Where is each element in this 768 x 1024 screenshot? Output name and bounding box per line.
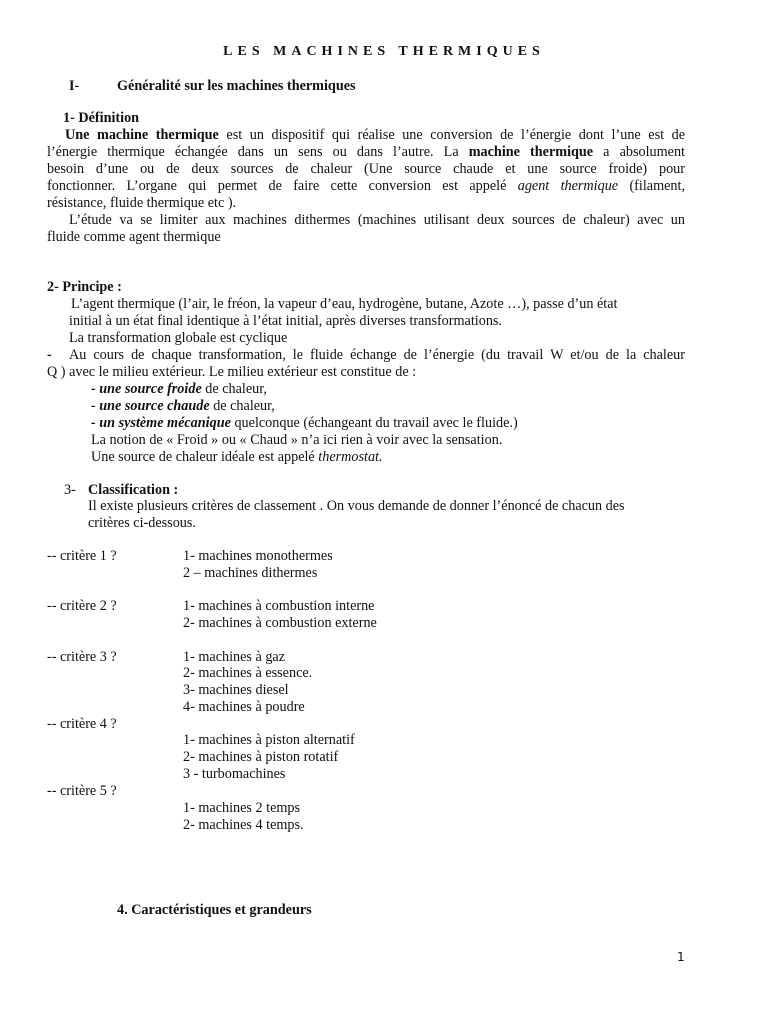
principe-line-6: La notion de « Froid » ou « Chaud » n’a ici rien à voir avec la sensation. bbox=[91, 432, 503, 448]
text-span: quelconque (échangeant du travail avec le fluide.) bbox=[230, 415, 518, 431]
list-item-source-froide bbox=[91, 381, 267, 398]
criterion-item: 1- machines à gaz bbox=[183, 649, 286, 665]
text-span: l’énergie thermique échangée dans un sens ou dans l’autre. La bbox=[47, 144, 469, 160]
document-title: LES MACHINES THERMIQUES bbox=[223, 44, 545, 59]
principe-line-5: Q ) avec le milieu extérieur. Le milieu extérieur est constitue de : bbox=[47, 364, 417, 380]
text-span: fonctionner. L’organe qui permet de faire cette conversion est appelé bbox=[47, 178, 518, 194]
criterion-item: 2- machines à essence. bbox=[183, 665, 313, 681]
criterion-item: 2- machines 4 temps. bbox=[183, 817, 304, 833]
term-thermostat: thermostat. bbox=[318, 449, 383, 465]
principe-line-4: Au cours de chaque transformation, le fluide échange de l’énergie (du travail W et/ou de la chaleur bbox=[69, 347, 685, 363]
page-number: 1 bbox=[677, 950, 685, 964]
definition-heading: 1- Définition bbox=[63, 110, 140, 126]
principe-line-2: initial à un état final identique à l’état initial, après diverses transformations. bbox=[69, 313, 502, 329]
criterion-label: -- critère 3 ? bbox=[47, 649, 117, 665]
criterion-item: 4- machines à poudre bbox=[183, 699, 305, 715]
definition-line-6: L’étude va se limiter aux machines dithermes (machines utilisant deux sources de chaleur) avec un bbox=[69, 212, 685, 228]
criterion-item: 1- machines à combustion interne bbox=[183, 598, 375, 614]
definition-line-3: besoin d’une ou de deux sources de chaleur (Une source chaude et une source froide) pour bbox=[47, 161, 685, 177]
classification-number: 3- bbox=[64, 482, 76, 498]
criterion-item: 2- machines à piston rotatif bbox=[183, 749, 339, 765]
criterion-item: 3 - turbomachines bbox=[183, 766, 286, 782]
definition-line-5: résistance, fluide thermique etc ). bbox=[47, 195, 237, 211]
text-span: - une source chaude bbox=[91, 398, 210, 414]
classification-line-1: Il existe plusieurs critères de classement . On vous demande de donner l’énoncé de chacun des bbox=[88, 498, 625, 514]
text-span: a absolument bbox=[593, 144, 685, 160]
criterion-item: 2 – machines dithermes bbox=[183, 565, 318, 581]
criterion-label: -- critère 1 ? bbox=[47, 548, 117, 564]
definition-line-4 bbox=[47, 178, 685, 195]
section-4-heading: 4. Caractéristiques et grandeurs bbox=[117, 902, 312, 918]
text-span: de chaleur, bbox=[209, 398, 275, 414]
criterion-item: 1- machines 2 temps bbox=[183, 800, 301, 816]
criterion-label: -- critère 5 ? bbox=[47, 783, 117, 799]
text-span: Une source de chaleur idéale est appelé bbox=[91, 449, 319, 465]
criterion-item: 3- machines diesel bbox=[183, 682, 289, 698]
text-span: (filament, bbox=[618, 178, 685, 194]
list-item-systeme-mecanique bbox=[91, 415, 518, 432]
term-agent-thermique: agent thermique bbox=[517, 178, 619, 194]
classification-heading: Classification : bbox=[88, 482, 179, 498]
text-span: - un système mécanique bbox=[91, 415, 231, 431]
principe-dash: - bbox=[47, 347, 52, 363]
criterion-item: 2- machines à combustion externe bbox=[183, 615, 377, 631]
criterion-label: -- critère 4 ? bbox=[47, 716, 117, 732]
criterion-label: -- critère 2 ? bbox=[47, 598, 117, 614]
principe-line-3: La transformation globale est cyclique bbox=[69, 330, 288, 346]
principe-heading: 2- Principe : bbox=[47, 279, 122, 295]
definition-line-1 bbox=[47, 127, 685, 144]
text-span: est un dispositif qui réalise une conversion de l’énergie dont l’une est de bbox=[218, 127, 685, 143]
list-item-source-chaude bbox=[91, 398, 275, 415]
text-span: - une source froide bbox=[91, 381, 202, 397]
criterion-item: 1- machines monothermes bbox=[183, 548, 333, 564]
criterion-item: 1- machines à piston alternatif bbox=[183, 732, 355, 748]
section-heading: Généralité sur les machines thermiques bbox=[117, 78, 356, 94]
definition-line-2 bbox=[47, 144, 685, 161]
text-span: de chaleur, bbox=[201, 381, 267, 397]
term-machine-thermique: Une machine thermique bbox=[65, 127, 219, 143]
section-number: I- bbox=[69, 78, 80, 94]
definition-line-7: fluide comme agent thermique bbox=[47, 229, 221, 245]
principe-line-7 bbox=[91, 449, 383, 466]
term-machine-thermique-2: machine thermique bbox=[468, 144, 594, 160]
principe-line-1: L’agent thermique (l’air, le fréon, la vapeur d’eau, hydrogène, butane, Azote …), passe d’un état bbox=[71, 296, 618, 312]
classification-line-2: critères ci-dessous. bbox=[88, 515, 196, 531]
